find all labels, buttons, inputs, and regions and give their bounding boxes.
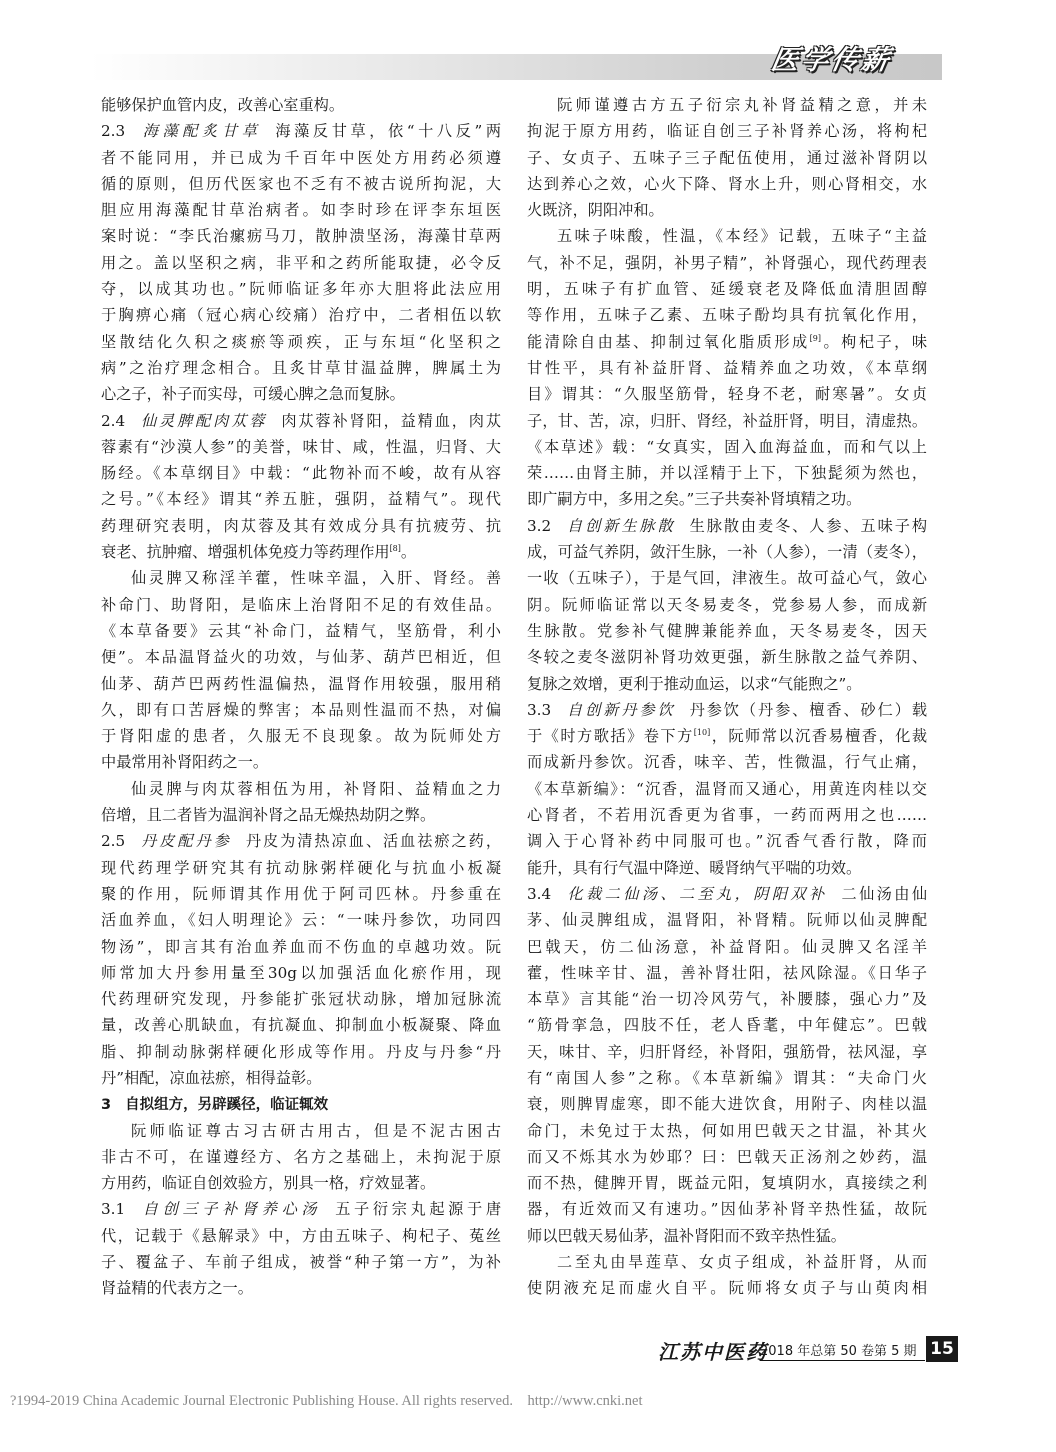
line-text: 荣……由肾主肺，并以淫精于上下，下独髭须为然也， [527,464,927,483]
line-text: 仙茅、葫芦巴两药性温偏热，温肾作用较强，服用稍 [101,674,501,693]
text-line [527,565,927,591]
text-line [527,1012,927,1038]
text-line [527,671,927,697]
line-text: 子、覆盆子、车前子组成，被誉“种子第一方”，为补 [101,1253,501,1272]
text-line [527,1249,927,1275]
text-line [101,381,501,407]
text-line [101,92,501,118]
line-text: 补命门、助肾阳，是临床上治肾阳不足的有效佳品。 [101,595,501,614]
line-text: 二仙汤由仙 [841,884,928,903]
citation-ref[interactable]: [8] [389,543,401,553]
subsection-heading-line [101,118,501,144]
line-text: 达到养心之效，心火下降、肾水上升，则心肾相交，水 [527,174,927,193]
subsection-title: 自创三子补肾养心汤 [139,1200,322,1219]
section-number: 3.2 [527,516,552,535]
text-line [101,145,501,171]
line-text: 丹”相配，凉血祛瘀，相得益彰。 [101,1068,322,1087]
text-line [101,855,501,881]
line-text: 现代药理学研究其有抗动脉粥样硬化与抗血小板凝 [101,858,501,877]
journal-name: 江苏中医药 [658,1340,768,1364]
line-text: 衰，则脾胃虚寒，即不能大进饮食，用附子、肉桂以温 [527,1095,927,1114]
text-line [527,907,927,933]
text-line [527,644,927,670]
section-number: 2.5 [101,832,126,851]
text-line [101,1039,501,1065]
text-line [527,92,927,118]
text-line [527,776,927,802]
text-line [527,960,927,986]
line-text: 于肾阳虚的患者，久服无不良现象。故为阮师处方 [101,727,501,746]
section-number: 3 [101,1097,112,1114]
text-line [527,1170,927,1196]
line-text: 肾益精的代表方之一。 [101,1279,253,1298]
text-line [527,486,927,512]
text-line [527,1118,927,1144]
line-text: 于胸痹心痛（冠心病心绞痛）治疗中，二者相伍以软 [101,306,501,325]
line-text: 目》谓其：“久服坚筋骨，轻身不老，耐寒暑”。女贞 [527,385,927,404]
line-text: 倍增，且二者皆为温润补肾之品无燥热劫阴之弊。 [101,806,436,825]
line-text: 胆应用海藻配甘草治病者。如李时珍在评李东垣医 [101,201,501,220]
line-text: 本草》言其能“治一切冷风劳气，补腰膝，强心力”及 [527,990,927,1009]
text-line [527,276,927,302]
line-text: 夺，以成其功也。”阮师临证多年亦大胆将此法应用 [101,280,501,299]
line-text: 阴。阮师临证常以天冬易麦冬，党参易人参，而成新 [527,595,927,614]
text-line [101,565,501,591]
line-text: 量，改善心肌缺血，有抗凝血、抑制血小板凝聚、降血 [101,1016,501,1035]
text-line [101,276,501,302]
text-line [101,171,501,197]
text-line [527,855,927,881]
line-text: 而成新丹参饮。沉香，味辛、苦，性微温，行气止痛， [527,753,927,772]
text-line [101,776,501,802]
line-text: 成，可益气养阴，敛汗生脉，一补（人参），一清（麦冬）， [527,543,927,562]
text-line [527,618,927,644]
line-text: 蓉素有“沙漠人参”的美誉，味甘、咸，性温，归肾、大 [101,437,501,456]
line-text: 病”之治疗理念相合。且炙甘草甘温益脾，脾属土为 [101,358,501,377]
text-line [527,408,927,434]
line-text: 二至丸由旱莲草、女贞子组成，补益肝肾，从而 [557,1253,927,1272]
text-line [527,223,927,249]
line-text-tail: 。枸杞子，味 [821,332,928,351]
line-text: 自拟组方，另辟蹊径，临证辄效 [125,1097,329,1114]
line-text: 有“南国人参”之称。《本草新编》谓其：“夫命门火 [527,1068,927,1087]
subsection-title: 仙灵脾配肉苁蓉 [139,411,268,430]
line-text: 坚散结化久积之痰瘀等顽疾，正与东垣“化坚积之 [101,332,501,351]
text-line [101,329,501,355]
line-text: 调入于心肾补药中同服可也。”沉香气香行散，降而 [527,832,927,851]
text-line [527,1144,927,1170]
left-column [101,92,501,1302]
line-text: 即广嗣方中，多用之矣。”三子共奏补肾填精之功。 [527,490,862,509]
line-text: 阮师谨遵古方五子衍宗丸补肾益精之意，并未 [557,96,927,114]
text-line [101,486,501,512]
citation-ref[interactable]: [9] [809,333,822,343]
line-text: 而又不烁其水为妙耶？曰：巴戟天正汤剂之妙药，温 [527,1147,927,1166]
subsection-title: 丹皮配丹参 [139,832,232,851]
subsection-title: 自创新丹参饮 [565,700,676,719]
subsection-heading-line [527,697,927,723]
line-text: 循的原则，但历代医家也不乏有不被古说所拘泥，大 [101,174,501,193]
line-text: 仙灵脾与肉苁蓉相伍为用，补肾阳、益精血之力 [131,779,501,798]
text-line [101,302,501,328]
line-text: 药理研究表明，肉苁蓉及其有效成分具有抗疲劳、抗 [101,516,501,535]
line-text: 冬较之麦冬滋阴补肾功效更强，新生脉散之益气养阴、 [527,648,927,667]
text-line [101,539,501,565]
text-line [101,986,501,1012]
line-text: 使阴液充足而虚火自平。阮师将女贞子与山萸肉相 [527,1279,927,1298]
line-text: 器，有近效而又有速功。”因仙茅补肾辛热性猛，故阮 [527,1200,927,1219]
text-line [527,118,927,144]
text-line [101,1118,501,1144]
text-line [527,381,927,407]
text-line [527,1196,927,1222]
line-text: 心之子，补子而实母，可缓心脾之急而复脉。 [101,385,405,404]
text-line [101,1012,501,1038]
text-line [101,1223,501,1249]
text-line [527,355,927,381]
line-text: 代，记载于《悬解录》中，方由五味子、枸杞子、菟丝 [101,1226,501,1245]
line-text: 方用药，临证自创效验方，别具一格，疗效显著。 [101,1174,436,1193]
line-text: 甘性平，具有补益肝肾、益精养血之功效，《本草纲 [527,358,927,377]
right-column [527,92,927,1302]
subsection-heading-line [527,513,927,539]
line-text: 心肾者，不若用沉香更为省事，一药而两用之也…… [527,806,927,825]
text-line [527,1039,927,1065]
text-line [101,881,501,907]
line-text: 生脉散。党参补气健脾兼能养血，天冬易麦冬，因天 [527,621,927,640]
subsection-heading-line [101,1196,501,1222]
line-text: 衰老、抗肿瘤、增强机体免疫力等药理作用 [101,543,390,562]
line-text: 五味子味酸，性温，《本经》记载，五味子“主益 [557,227,927,246]
line-text-tail: ，阮师常以沉香易檀香，化裁 [710,727,928,746]
text-line [527,1091,927,1117]
text-line [101,671,501,697]
line-text: 一收（五味子），于是气回，津液生。故可益心气，敛心 [527,569,927,588]
line-text: 阮师临证尊古习古研古用古，但是不泥古困古 [131,1121,501,1140]
subsection-heading-line [527,881,927,907]
line-text: 等作用，五味子乙素、五味子酚均具有抗氧化作用， [527,306,927,325]
line-text: 子，甘、苦，凉，归肝、肾经，补益肝肾，明目，清虚热。 [527,411,927,430]
line-text: 仙灵脾又称淫羊藿，性味辛温，入肝、肾经。善 [131,569,501,588]
text-line [101,197,501,223]
line-text: 气，补不足，强阴，补男子精”，补肾强心，现代药理表 [527,253,927,272]
line-text: 聚的作用，阮师谓其作用优于阿司匹林。丹参重在 [101,884,501,903]
text-line [101,1170,501,1196]
text-line [101,355,501,381]
text-line [101,1249,501,1275]
line-text: 师以巴戟天易仙茅，温补肾阳而不致辛热性猛。 [527,1226,846,1245]
text-line [527,171,927,197]
section-number: 3.4 [527,884,552,903]
line-text: 丹皮为清热凉血、活血祛瘀之药， [245,832,502,851]
line-text: 火既济，阴阳冲和。 [527,201,664,220]
section-title: 医学传薪 [768,45,895,76]
text-line [527,723,927,749]
text-line [527,329,927,355]
text-line [527,1275,927,1301]
line-text: 复脉之效增，更利于推动血运，以求“气能煦之”。 [527,674,862,693]
text-line [527,434,927,460]
line-text: 茅、仙灵脾组成，温肾阳，补肾精。阮师以仙灵脾配 [527,911,927,930]
subsection-heading-line [101,408,501,434]
line-text: 巴戟天，仿二仙汤意，补益肾阳。仙灵脾又名淫羊 [527,937,927,956]
section-number: 2.3 [101,122,126,141]
text-line [101,592,501,618]
text-line [101,223,501,249]
text-line [527,1223,927,1249]
text-line [101,1275,501,1301]
line-text: 便”。本品温肾益火的功效，与仙茅、葫芦巴相近，但 [101,648,501,667]
text-line [101,460,501,486]
text-line [527,197,927,223]
line-text: 用之。盖以坚积之病，非平和之药所能取捷，必令反 [101,253,501,272]
section-heading [101,1091,501,1117]
line-text: 五子衍宗丸起源于唐 [335,1200,502,1219]
line-text: 中最常用补肾阳药之一。 [101,753,269,772]
line-text: 者不能同用，并已成为千百年中医处方用药必须遵 [101,148,501,167]
text-line [101,513,501,539]
text-line [527,145,927,171]
line-text: 海藻反甘草，依“十八反”两 [275,122,502,141]
text-line [101,907,501,933]
text-line [101,1065,501,1091]
text-line [101,749,501,775]
section-number: 3.1 [101,1200,126,1219]
line-text: 脂、抑制动脉粥样硬化形成等作用。丹皮与丹参“丹 [101,1042,501,1061]
text-line [527,986,927,1012]
line-text: 能够保护血管内皮，改善心室重构。 [101,96,344,114]
citation-ref[interactable]: [10] [693,728,711,738]
text-line [101,697,501,723]
line-text: 师常加大丹参用量至30g以加强活血化瘀作用，现 [101,963,501,982]
text-line [101,434,501,460]
line-text: 命门，未免过于太热，何如用巴戟天之甘温，补其火 [527,1121,927,1140]
line-text: 能升，具有行气温中降逆、暖肾纳气平喘的功效。 [527,858,862,877]
line-text: 《本草述》载：“女真实，固入血海益血，而和气以上 [527,437,927,456]
copyright-notice: ?1994-2019 China Academic Journal Electronic Publishing House. All rights reserved. http://www.cnki.net [10,1393,643,1409]
line-text: 物汤”，即言其有治血养血而不伤血的卓越功效。阮 [101,937,501,956]
line-text: 《本草新编》：“沉香，温肾而又通心，用黄连肉桂以交 [527,779,927,798]
line-text: 活血养血，《妇人明理论》云：“一味丹参饮，功同四 [101,911,501,930]
text-line [101,960,501,986]
text-line [101,618,501,644]
line-text: 于《时方歌括》卷下方 [527,727,694,746]
subsection-heading-line [101,828,501,854]
text-line [527,250,927,276]
line-text: 明，五味子有扩血管、延缓衰老及降低血清胆固醇 [527,280,927,299]
line-text: 拘泥于原方用药，临证自创三子补肾养心汤，将枸杞 [527,122,927,141]
line-text: 之号。”《本经》谓其“养五脏，强阴，益精气”。现代 [101,490,501,509]
issue-info: 2018 年总第 50 卷第 5 期 [760,1340,925,1361]
line-text: 生脉散由麦冬、人参、五味子构 [689,516,928,535]
section-number: 2.4 [101,411,126,430]
text-line [101,934,501,960]
text-line [101,644,501,670]
line-text: 代药理研究发现，丹参能扩张冠状动脉，增加冠脉流 [101,990,501,1009]
text-line [527,749,927,775]
subsection-title: 化裁二仙汤、二至丸，阴阳双补 [565,884,828,903]
text-line [527,934,927,960]
text-line [527,802,927,828]
line-text-tail: 。 [400,543,417,562]
line-text: 天，味甘、辛，归肝肾经，补肾阳，强筋骨，祛风湿，享 [527,1042,927,1061]
subsection-title: 自创新生脉散 [565,516,676,535]
text-line [527,828,927,854]
line-text: 肉苁蓉补肾阳，益精血，肉苁 [281,411,502,430]
subsection-title: 海藻配炙甘草 [139,122,262,141]
text-line [527,302,927,328]
page-number: 15 [926,1336,958,1362]
line-text: 非古不可，在谨遵经方、名方之基础上，未拘泥于原 [101,1147,501,1166]
text-line [527,539,927,565]
text-line [527,460,927,486]
line-text: 《本草备要》云其“补命门，益精气，坚筋骨，利小 [101,621,501,640]
line-text: 藿，性味辛甘、温，善补肾壮阳，祛风除湿。《日华子 [527,963,927,982]
line-text: 肠经。《本草纲目》中载：“此物补而不峻，故有从容 [101,464,501,483]
line-text: 子、女贞子、五味子三子配伍使用，通过滋补肾阴以 [527,148,927,167]
text-line [101,723,501,749]
section-number: 3.3 [527,700,552,719]
text-line [527,592,927,618]
text-line [101,802,501,828]
line-text: 而不热，健脾开胃，既益元阳，复填阴水，真接续之利 [527,1174,927,1193]
line-text: “筋骨挛急，四肢不任，老人昏耄，中年健忘”。巴戟 [527,1016,927,1035]
text-line [101,1144,501,1170]
line-text: 丹参饮（丹参、檀香、砂仁）载 [689,700,928,719]
line-text: 能清除自由基、抑制过氧化脂质形成 [527,332,810,351]
text-line [101,250,501,276]
line-text: 久，即有口苦唇燥的弊害；本品则性温而不热，对偏 [101,700,501,719]
line-text: 案时说：“李氏治瘰疬马刀，散肿溃坚汤，海藻甘草两 [101,227,501,246]
text-line [527,1065,927,1091]
